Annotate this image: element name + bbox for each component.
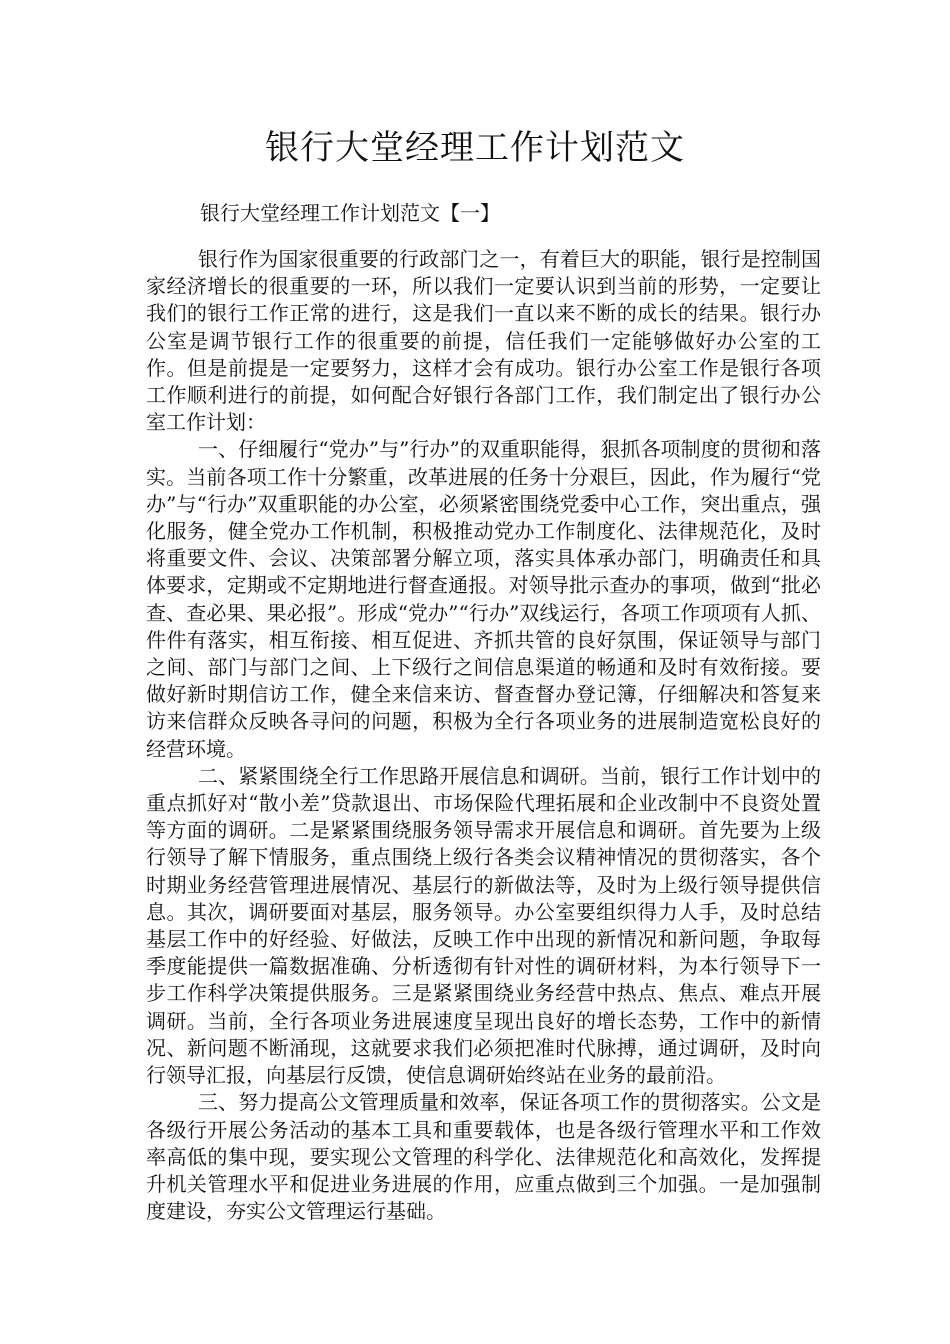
- paragraph-section-1: 一、仔细履行“党办”与”行办”的双重职能得，狠抓各项制度的贯彻和落实。当前各项工作十分繁重，改革进展的任务十分艰巨，因此，作为履行“党办”与“行办”双重职能的办公室，必须紧密围绕党委中心工作，突出重点，强化服务，健全党办工作机制，积极推动党办工作制度化、法律规范化，及时将重要文件、会议、决策部署分解立项，落实具体承办部门，明确责任和具体要求，定期或不定期地进行督查通报。对领导批示查办的事项，做到“批必查、查必果、果必报”。形成“党办”“行办”双线运行，各项工作项项有人抓、件件有落实，相互衔接、相互促进、齐抓共管的良好氛围，保证领导与部门之间、部门与部门之间、上下级行之间信息渠道的畅通和及时有效衔接。要做好新时期信访工作，健全来信来访、督查督办登记簿，仔细解决和答复来访来信群众反映各寻问的问题，积极为全行各项业务的进展制造宽松良好的经营环境。: [146, 437, 821, 761]
- paragraph-section-2: 二、紧紧围绕全行工作思路开展信息和调研。当前，银行工作计划中的重点抓好对“散小差”贷款退出、市场保险代理拓展和企业改制中不良资处置等方面的调研。二是紧紧围绕服务领导需求开展信息和调研。首先要为上级行领导了解下情服务，重点围绕上级行各类会议精神情况的贯彻落实，各个时期业务经营管理进展情况、基层行的新做法等，及时为上级行领导提供信息。其次，调研要面对基层，服务领导。办公室要组织得力人手，及时总结基层工作中的好经验、好做法，反映工作中出现的新情况和新问题，争取每季度能提供一篇数据准确、分析透彻有针对性的调研材料，为本行领导下一步工作科学决策提供服务。三是紧紧围绕业务经营中热点、焦点、难点开展调研。当前，全行各项业务进展速度呈现出良好的增长态势，工作中的新情况、新问题不断涌现，这就要求我们必须把准时代脉搏，通过调研，及时向行领导汇报，向基层行反馈，使信息调研始终站在业务的最前沿。: [146, 763, 821, 1088]
- paragraph-intro: 银行作为国家很重要的行政部门之一，有着巨大的职能，银行是控制国家经济增长的很重要的一环，所以我们一定要认识到当前的形势，一定要让我们的银行工作正常的进行，这是我们一直以来不断的成长的结果。银行办公室是调节银行工作的很重要的前提，信任我们一定能够做好办公室的工作。但是前提是一定要努力，这样才会有成功。银行办公室工作是银行各项工作顺利进行的前提，如何配合好银行各部门工作，我们制定出了银行办公室工作计划：: [146, 247, 821, 435]
- document-title: 银行大堂经理工作计划范文: [265, 128, 685, 168]
- document-subtitle: 银行大堂经理工作计划范文【一】: [200, 201, 500, 225]
- document-body: [146, 246, 821, 1225]
- paragraph-section-3: 三、努力提高公文管理质量和效率，保证各项工作的贯彻落实。公文是各级行开展公务活动的基本工具和重要载体，也是各级行管理水平和工作效率高低的集中现，要实现公文管理的科学化、法律规范化和高效化，发挥提升机关管理水平和促进业务进展的作用，应重点做到三个加强。一是加强制度建设，夯实公文管理运行基础。: [146, 1090, 821, 1224]
